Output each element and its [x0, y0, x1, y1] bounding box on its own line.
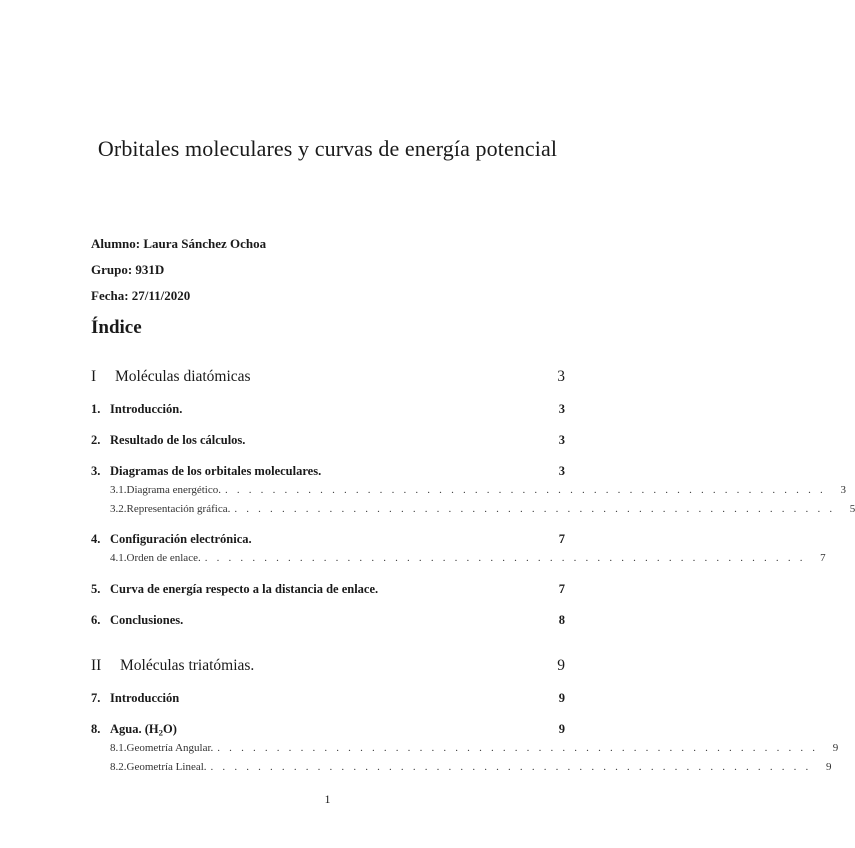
toc-subsection-title: Diagrama energético. — [126, 484, 221, 496]
page-number: 1 — [324, 792, 331, 806]
toc-heading: Índice — [91, 317, 142, 338]
toc-page-number: 9 — [825, 761, 832, 773]
toc-section-4[interactable] — [91, 532, 565, 547]
toc-page-number: 3 — [558, 464, 565, 478]
toc-section-number: 1. — [91, 402, 101, 416]
toc-page-number: 9 — [558, 722, 565, 736]
toc-page-number: 9 — [832, 742, 839, 754]
toc-section-1[interactable] — [91, 402, 565, 417]
toc-section-5[interactable] — [91, 582, 565, 597]
toc-leader-dots: . . . . . . . . . . . . . . . . . . . . . . . . . . . . . . . . . . . . . . . . . . . . . . . . . . . — [210, 761, 812, 773]
toc-page-number: 7 — [558, 532, 565, 546]
toc-section-number: 2. — [91, 433, 101, 447]
toc-subsection-8-1[interactable] — [110, 742, 839, 754]
group-label: Grupo: 931D — [91, 262, 165, 277]
toc-subsection-title: Geometría Angular. — [126, 742, 214, 754]
toc-subsection-4-1[interactable] — [110, 552, 826, 564]
toc-section-number: 8. — [91, 722, 101, 736]
toc-part-title: Moléculas triatómias. — [120, 657, 255, 674]
toc-subsection-title: Orden de enlace. — [126, 552, 201, 564]
toc-subsection-number: 8.1. — [110, 742, 127, 754]
toc-leader-dots: . . . . . . . . . . . . . . . . . . . . . . . . . . . . . . . . . . . . . . . . . . . . . . . . . . . — [224, 484, 826, 496]
toc-part-1[interactable] — [91, 368, 565, 386]
toc-part-number: I — [91, 368, 97, 385]
student-name: Alumno: Laura Sánchez Ochoa — [91, 236, 267, 251]
toc-subsection-number: 4.1. — [110, 552, 127, 564]
toc-part-title: Moléculas diatómicas — [115, 368, 251, 385]
toc-subsection-title: Geometría Lineal. — [126, 761, 207, 773]
toc-page-number: 3 — [558, 402, 565, 416]
toc-section-title: Conclusiones. — [110, 613, 184, 627]
toc-section-number: 7. — [91, 691, 101, 705]
toc-subsection-number: 3.1. — [110, 484, 127, 496]
date-label: Fecha: 27/11/2020 — [91, 288, 191, 303]
toc-section-title: Introducción. — [110, 402, 183, 416]
toc-subsection-3-1[interactable] — [110, 484, 846, 496]
toc-leader-dots: . . . . . . . . . . . . . . . . . . . . . . . . . . . . . . . . . . . . . . . . . . . . . . . . . . . — [234, 503, 836, 515]
toc-page-number: 5 — [849, 503, 855, 515]
toc-page-number: 9 — [558, 691, 565, 705]
toc-section-title — [110, 722, 177, 738]
toc-subsection-8-2[interactable] — [110, 761, 832, 773]
toc-section-title: Curva de energía respecto a la distancia de enlace. — [110, 582, 379, 596]
toc-section-3[interactable] — [91, 464, 565, 479]
toc-page-number: 3 — [558, 433, 565, 447]
toc-part-number: II — [91, 657, 102, 674]
toc-part-2[interactable] — [91, 657, 565, 675]
toc-title-suffix: O) — [163, 722, 177, 736]
toc-page-number: 3 — [557, 368, 565, 385]
toc-section-title: Configuración electrónica. — [110, 532, 252, 546]
toc-subsection-number: 3.2. — [110, 503, 127, 515]
toc-section-title: Diagramas de los orbitales moleculares. — [110, 464, 322, 478]
toc-section-number: 4. — [91, 532, 101, 546]
toc-section-number: 6. — [91, 613, 101, 627]
toc-subsection-3-2[interactable] — [110, 503, 855, 515]
toc-section-8[interactable] — [91, 722, 565, 738]
toc-page-number: 7 — [820, 552, 826, 564]
toc-leader-dots: . . . . . . . . . . . . . . . . . . . . . . . . . . . . . . . . . . . . . . . . . . . . . . . . . . . — [217, 742, 819, 754]
document-title: Orbitales moleculares y curvas de energía potencial — [97, 136, 558, 161]
toc-title-subscript: 2 — [158, 727, 163, 738]
toc-section-title: Introducción — [110, 691, 180, 705]
toc-section-title: Resultado de los cálculos. — [110, 433, 246, 447]
toc-section-number: 3. — [91, 464, 101, 478]
toc-leader-dots: . . . . . . . . . . . . . . . . . . . . . . . . . . . . . . . . . . . . . . . . . . . . . . . . . . . — [204, 552, 806, 564]
toc-section-2[interactable] — [91, 433, 565, 448]
toc-title-prefix: Agua. (H — [110, 722, 159, 736]
toc-section-number: 5. — [91, 582, 101, 596]
toc-section-6[interactable] — [91, 613, 565, 628]
toc-section-7[interactable] — [91, 691, 565, 706]
toc-page-number: 8 — [558, 613, 565, 627]
toc-subsection-number: 8.2. — [110, 761, 127, 773]
toc-subsection-title: Representación gráfica. — [126, 503, 231, 515]
toc-page-number: 9 — [557, 657, 565, 674]
toc-page-number: 7 — [558, 582, 565, 596]
toc-page-number: 3 — [840, 484, 846, 496]
